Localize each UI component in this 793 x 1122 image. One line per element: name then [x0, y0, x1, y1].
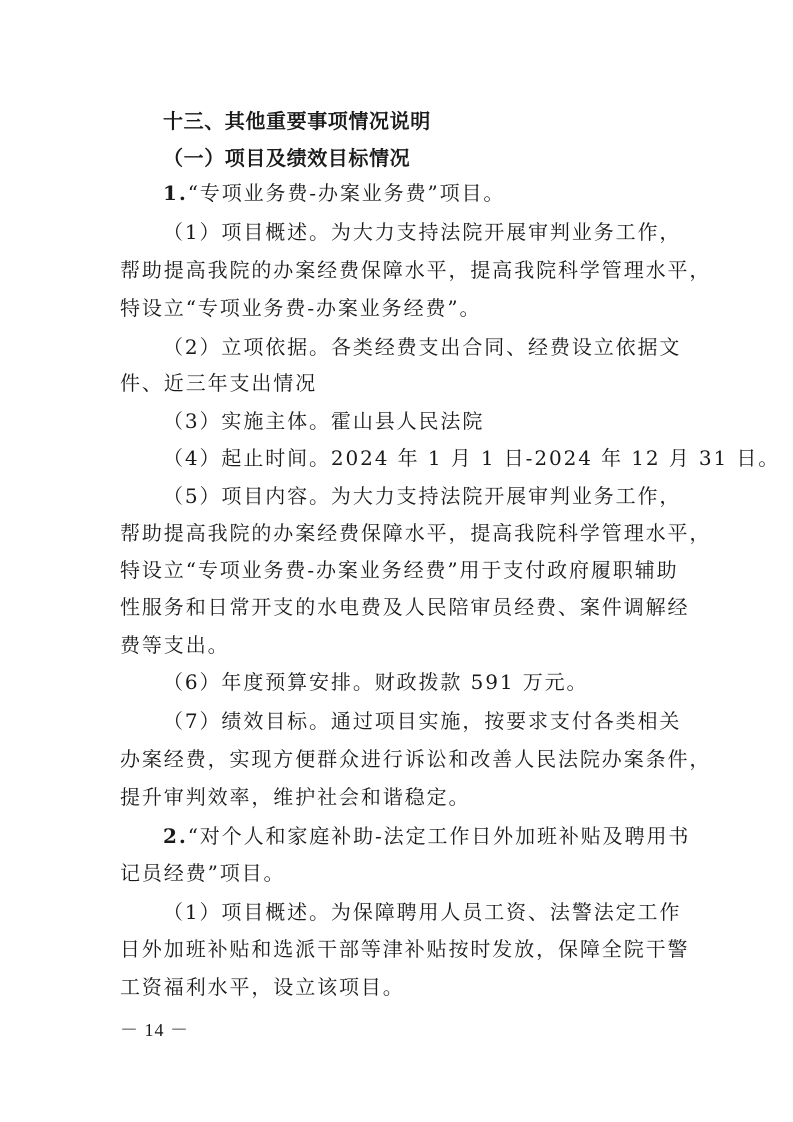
item1-goal-line1: （7）绩效目标。通过项目实施，按要求支付各类相关 [163, 709, 682, 733]
item1-content-line4: 性服务和日常开支的水电费及人民陪审员经费、案件调解经 [120, 595, 690, 619]
item1-basis-line2: 件、近三年支出情况 [120, 371, 318, 395]
item1-goal-line2: 办案经费，实现方便群众进行诉讼和改善人民法院办案条件， [120, 747, 712, 771]
item2-number: 2. [163, 824, 188, 848]
item1-overview-line2: 帮助提高我院的办案经费保障水平，提高我院科学管理水平， [120, 258, 712, 282]
item1-content-line5: 费等支出。 [120, 633, 230, 657]
item1-content-line3: 特设立“专项业务费-办案业务经费”用于支付政府履职辅助 [120, 558, 679, 582]
item2-title-line2: 记员经费”项目。 [120, 861, 286, 885]
item1-number: 1. [163, 181, 188, 205]
item1-title [163, 178, 683, 208]
item1-overview-line1: （1）项目概述。为大力支持法院开展审判业务工作， [163, 220, 682, 244]
item1-basis-line1: （2）立项依据。各类经费支出合同、经费设立依据文 [163, 335, 682, 359]
item1-overview-line3: 特设立“专项业务费-办案业务经费”。 [120, 296, 482, 320]
item1-implementer: （3）实施主体。霍山县人民法院 [163, 409, 485, 433]
item1-period: （4）起止时间。2024 年 1 月 1 日-2024 年 12 月 31 日。 [163, 446, 781, 470]
section-heading: 十三、其他重要事项情况说明 [163, 109, 431, 133]
page-number: － 14 － [120, 1020, 189, 1040]
item2-overview-line1: （1）项目概述。为保障聘用人员工资、法警法定工作 [163, 900, 682, 924]
item2-title-line1 [163, 821, 691, 851]
item1-goal-line3: 提升审判效率，维护社会和谐稳定。 [120, 785, 471, 809]
item1-title-text: “专项业务费-办案业务费”项目。 [187, 181, 506, 205]
item2-overview-line2: 日外加班补贴和选派干部等津补贴按时发放，保障全院干警 [120, 937, 690, 961]
item2-title-text: “对个人和家庭补助-法定工作日外加班补贴及聘用书 [187, 824, 691, 848]
item2-overview-line3: 工资福利水平，设立该项目。 [120, 975, 405, 999]
item1-content-line2: 帮助提高我院的办案经费保障水平，提高我院科学管理水平， [120, 521, 712, 545]
subsection-heading: （一）项目及绩效目标情况 [163, 146, 411, 170]
item1-budget: （6）年度预算安排。财政拨款 591 万元。 [163, 670, 589, 694]
item1-content-line1: （5）项目内容。为大力支持法院开展审判业务工作， [163, 484, 682, 508]
